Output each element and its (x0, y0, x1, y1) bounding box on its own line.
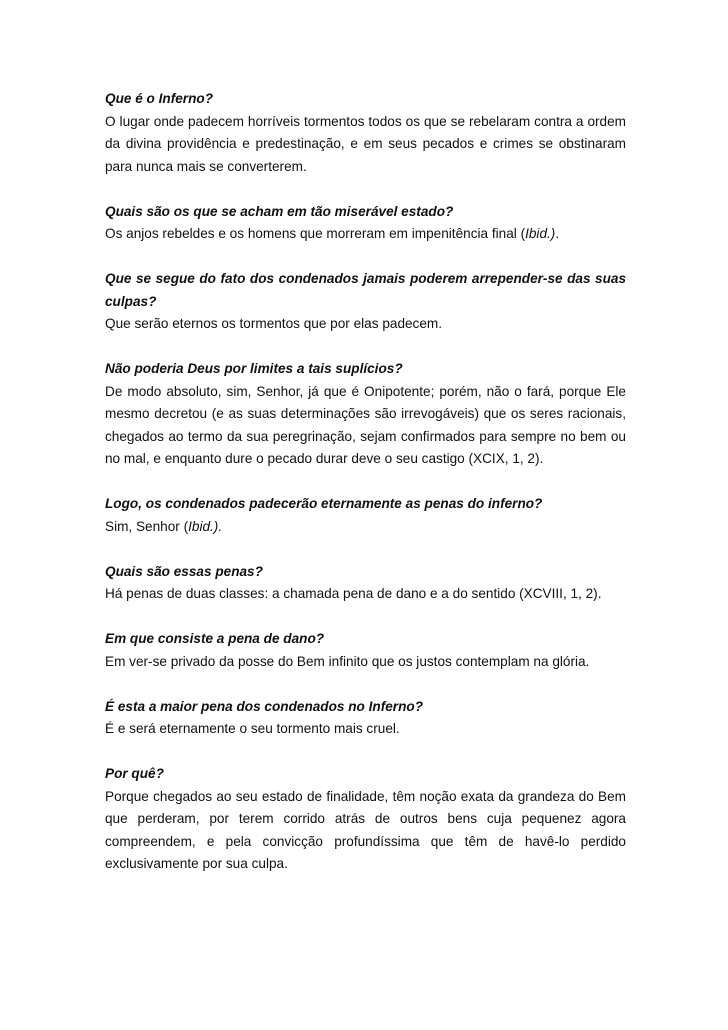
qa-block (105, 763, 626, 876)
qa-block (105, 696, 626, 741)
document-page (105, 88, 626, 898)
answer-paragraph: Em ver-se privado da posse do Bem infinito que os justos contemplam na glória. (105, 653, 590, 669)
reference-citation: Ibid.). (188, 518, 223, 534)
question-heading: Logo, os condenados padecerão eternamente as penas do inferno? (105, 496, 543, 511)
answer-paragraph: O lugar onde padecem horríveis tormentos todos os que se rebelaram contra a ordem da divina providência e predestinação, e em seus pecados e crimes se obstinaram para nunca mais se converterem. (105, 113, 626, 174)
question-heading: Quais são essas penas? (105, 563, 263, 579)
answer-paragraph: De modo absoluto, sim, Senhor, já que é Onipotente; porém, não o fará, porque Ele mesmo decretou (e as suas determinações são irrevogáveis) que os seres racionais, chegados ao termo da sua peregrinação, sejam confirmados para sempre no bem ou no mal, e enquanto dure o pecado durar deve o seu castigo (XCIX, 1, 2). (105, 383, 626, 466)
answer-text: Sim, Senhor ( (105, 518, 189, 534)
answer-paragraph (105, 223, 626, 246)
question-heading: Quais são os que se acham em tão miserável estado? (105, 203, 454, 219)
question-heading: Que é o Inferno? (105, 91, 213, 106)
qa-block (105, 358, 626, 471)
answer-paragraph: É e será eternamente o seu tormento mais cruel. (105, 721, 400, 736)
answer-paragraph: Há penas de duas classes: a chamada pena de dano e a do sentido (XCVIII, 1, 2). (105, 586, 602, 601)
answer-paragraph: Que serão eternos os tormentos que por elas padecem. (105, 316, 443, 331)
qa-block (105, 88, 626, 178)
answer-text-end: . (555, 226, 560, 241)
qa-block (105, 201, 626, 246)
qa-block (105, 561, 626, 606)
qa-block (105, 268, 626, 336)
qa-block (105, 493, 626, 538)
qa-block (105, 628, 626, 673)
question-heading: Não poderia Deus por limites a tais suplícios? (105, 361, 403, 376)
reference-citation: Ibid.) (525, 226, 556, 241)
question-heading: Em que consiste a pena de dano? (105, 631, 325, 646)
answer-paragraph (105, 516, 626, 539)
question-heading: Que se segue do fato dos condenados jamais poderem arrepender-se das suas culpas? (105, 271, 626, 309)
question-heading: É esta a maior pena dos condenados no Inferno? (105, 698, 423, 714)
question-heading: Por quê? (105, 766, 164, 781)
answer-paragraph: Porque chegados ao seu estado de finalidade, têm noção exata da grandeza do Bem que perderam, por terem corrido atrás de outros bens cuja pequenez agora compreendem, e pela convicção profundíssima que têm de havê-lo perdido exclusivamente por sua culpa. (105, 788, 626, 871)
answer-text: Os anjos rebeldes e os homens que morreram em impenitência final ( (105, 226, 526, 241)
